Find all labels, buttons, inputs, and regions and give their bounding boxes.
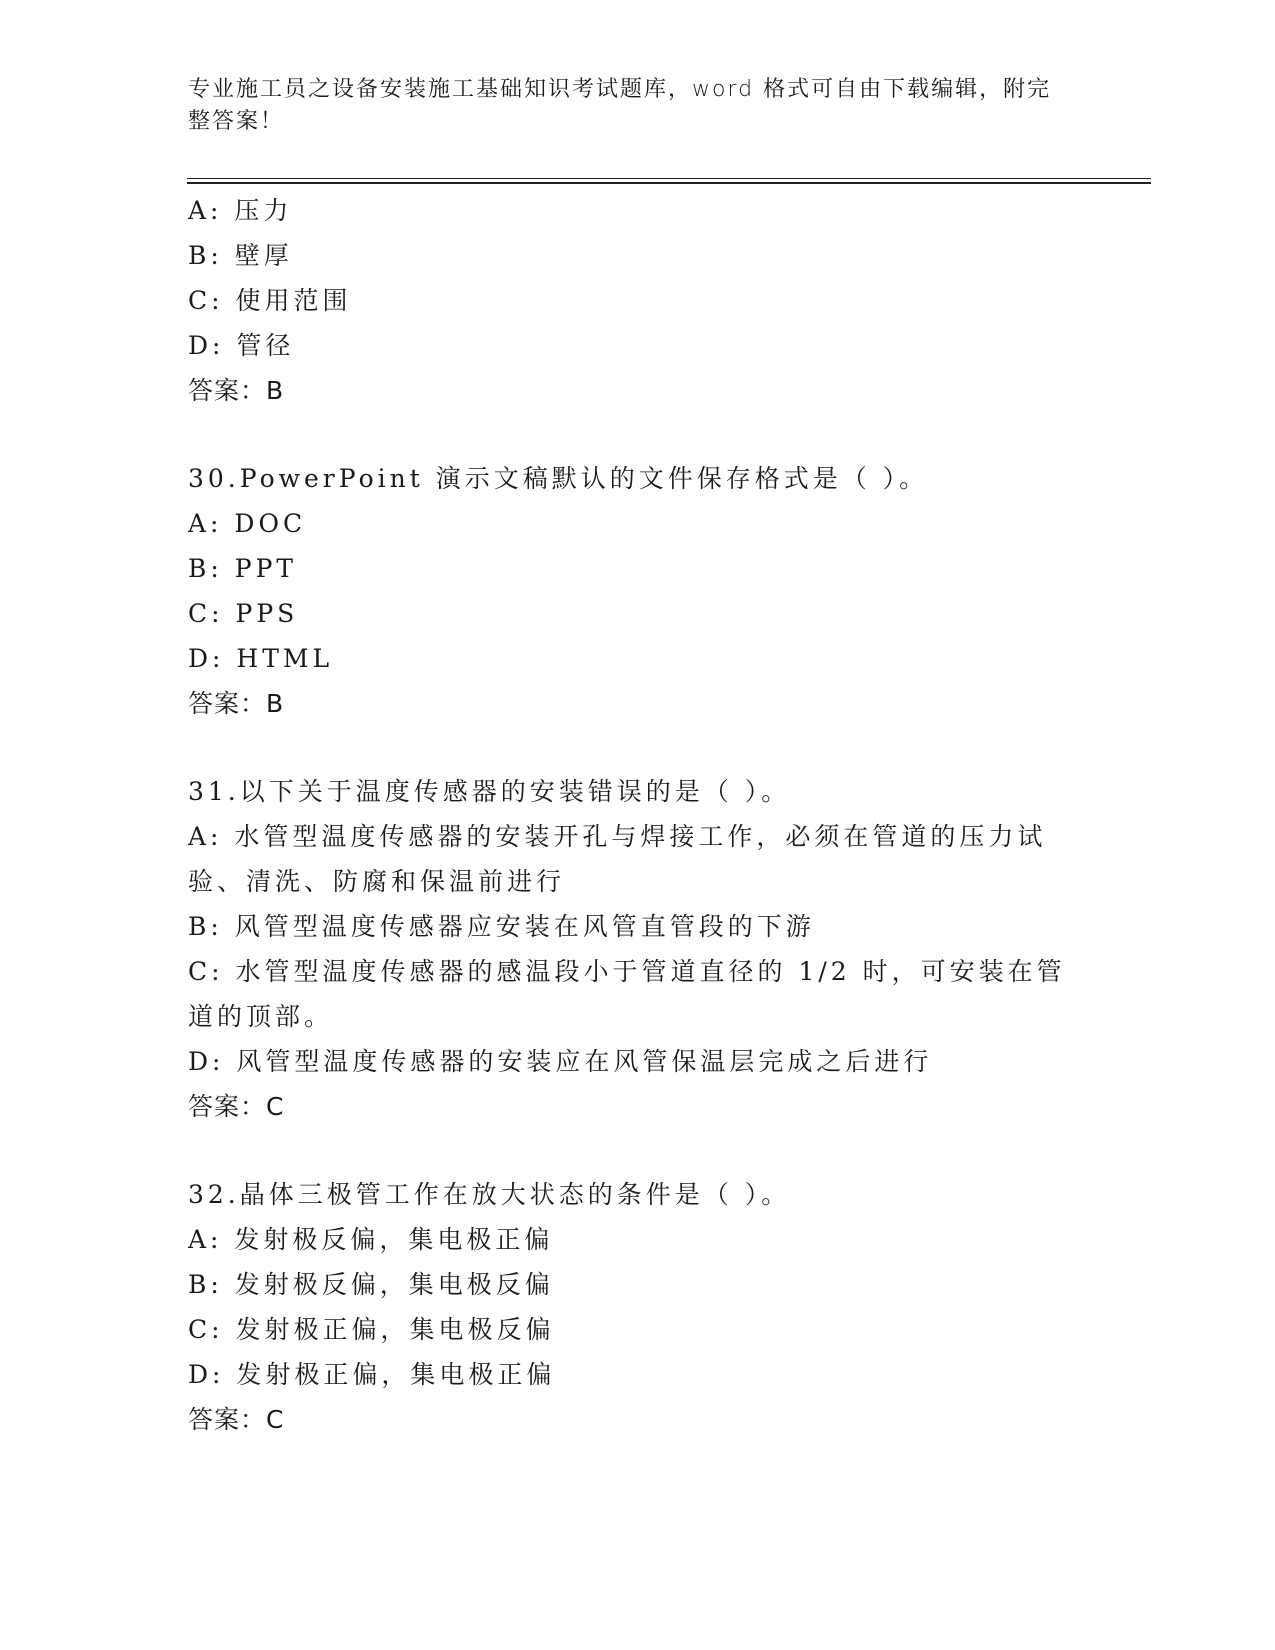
option-d: D: 管径 — [188, 331, 295, 360]
option-c: C: 使用范围 — [188, 286, 352, 315]
question-32 — [188, 1172, 1078, 1442]
option-a: A: 压力 — [188, 196, 293, 225]
question-29 — [188, 188, 1078, 413]
question-title: 30.PowerPoint 演示文稿默认的文件保存格式是（ ）。 — [188, 464, 929, 493]
option-a: A: 发射极反偏，集电极正偏 — [188, 1225, 554, 1254]
question-list — [188, 188, 1078, 1442]
option-c: C: 发射极正偏，集电极反偏 — [188, 1315, 555, 1344]
document-header: 专业施工员之设备安装施工基础知识考试题库，word 格式可自由下载编辑，附完整答案！ — [188, 77, 1052, 134]
option-b: B: PPT — [188, 554, 298, 583]
option-b: B: 壁厚 — [188, 241, 293, 270]
option-a: A: DOC — [188, 509, 307, 538]
spacer — [188, 1129, 1078, 1172]
spacer — [188, 726, 1078, 769]
option-b: B: 风管型温度传感器应安装在风管直管段的下游 — [188, 912, 815, 941]
option-a: A: 水管型温度传感器的安装开孔与焊接工作，必须在管道的压力试验、清洗、防腐和保温前进行 — [188, 822, 1047, 896]
header-divider-thin — [187, 178, 1151, 179]
answer-line: 答案：C — [188, 1092, 285, 1121]
answer-line: 答案：B — [188, 689, 285, 718]
question-title: 32.晶体三极管工作在放大状态的条件是（ ）。 — [188, 1180, 791, 1209]
question-30 — [188, 456, 1078, 726]
header-divider-thick — [187, 182, 1151, 184]
answer-line: 答案：B — [188, 376, 285, 405]
answer-line: 答案：C — [188, 1405, 285, 1434]
option-c: C: PPS — [188, 599, 299, 628]
option-d: D: 发射极正偏，集电极正偏 — [188, 1360, 556, 1389]
option-c: C: 水管型温度传感器的感温段小于管道直径的 1/2 时，可安装在管道的顶部。 — [188, 957, 1066, 1031]
option-d: D: HTML — [188, 644, 334, 673]
option-b: B: 发射极反偏，集电极反偏 — [188, 1270, 554, 1299]
option-d: D: 风管型温度传感器的安装应在风管保温层完成之后进行 — [188, 1047, 933, 1076]
spacer — [188, 413, 1078, 456]
question-title: 31.以下关于温度传感器的安装错误的是（ ）。 — [188, 777, 791, 806]
question-31 — [188, 769, 1078, 1129]
